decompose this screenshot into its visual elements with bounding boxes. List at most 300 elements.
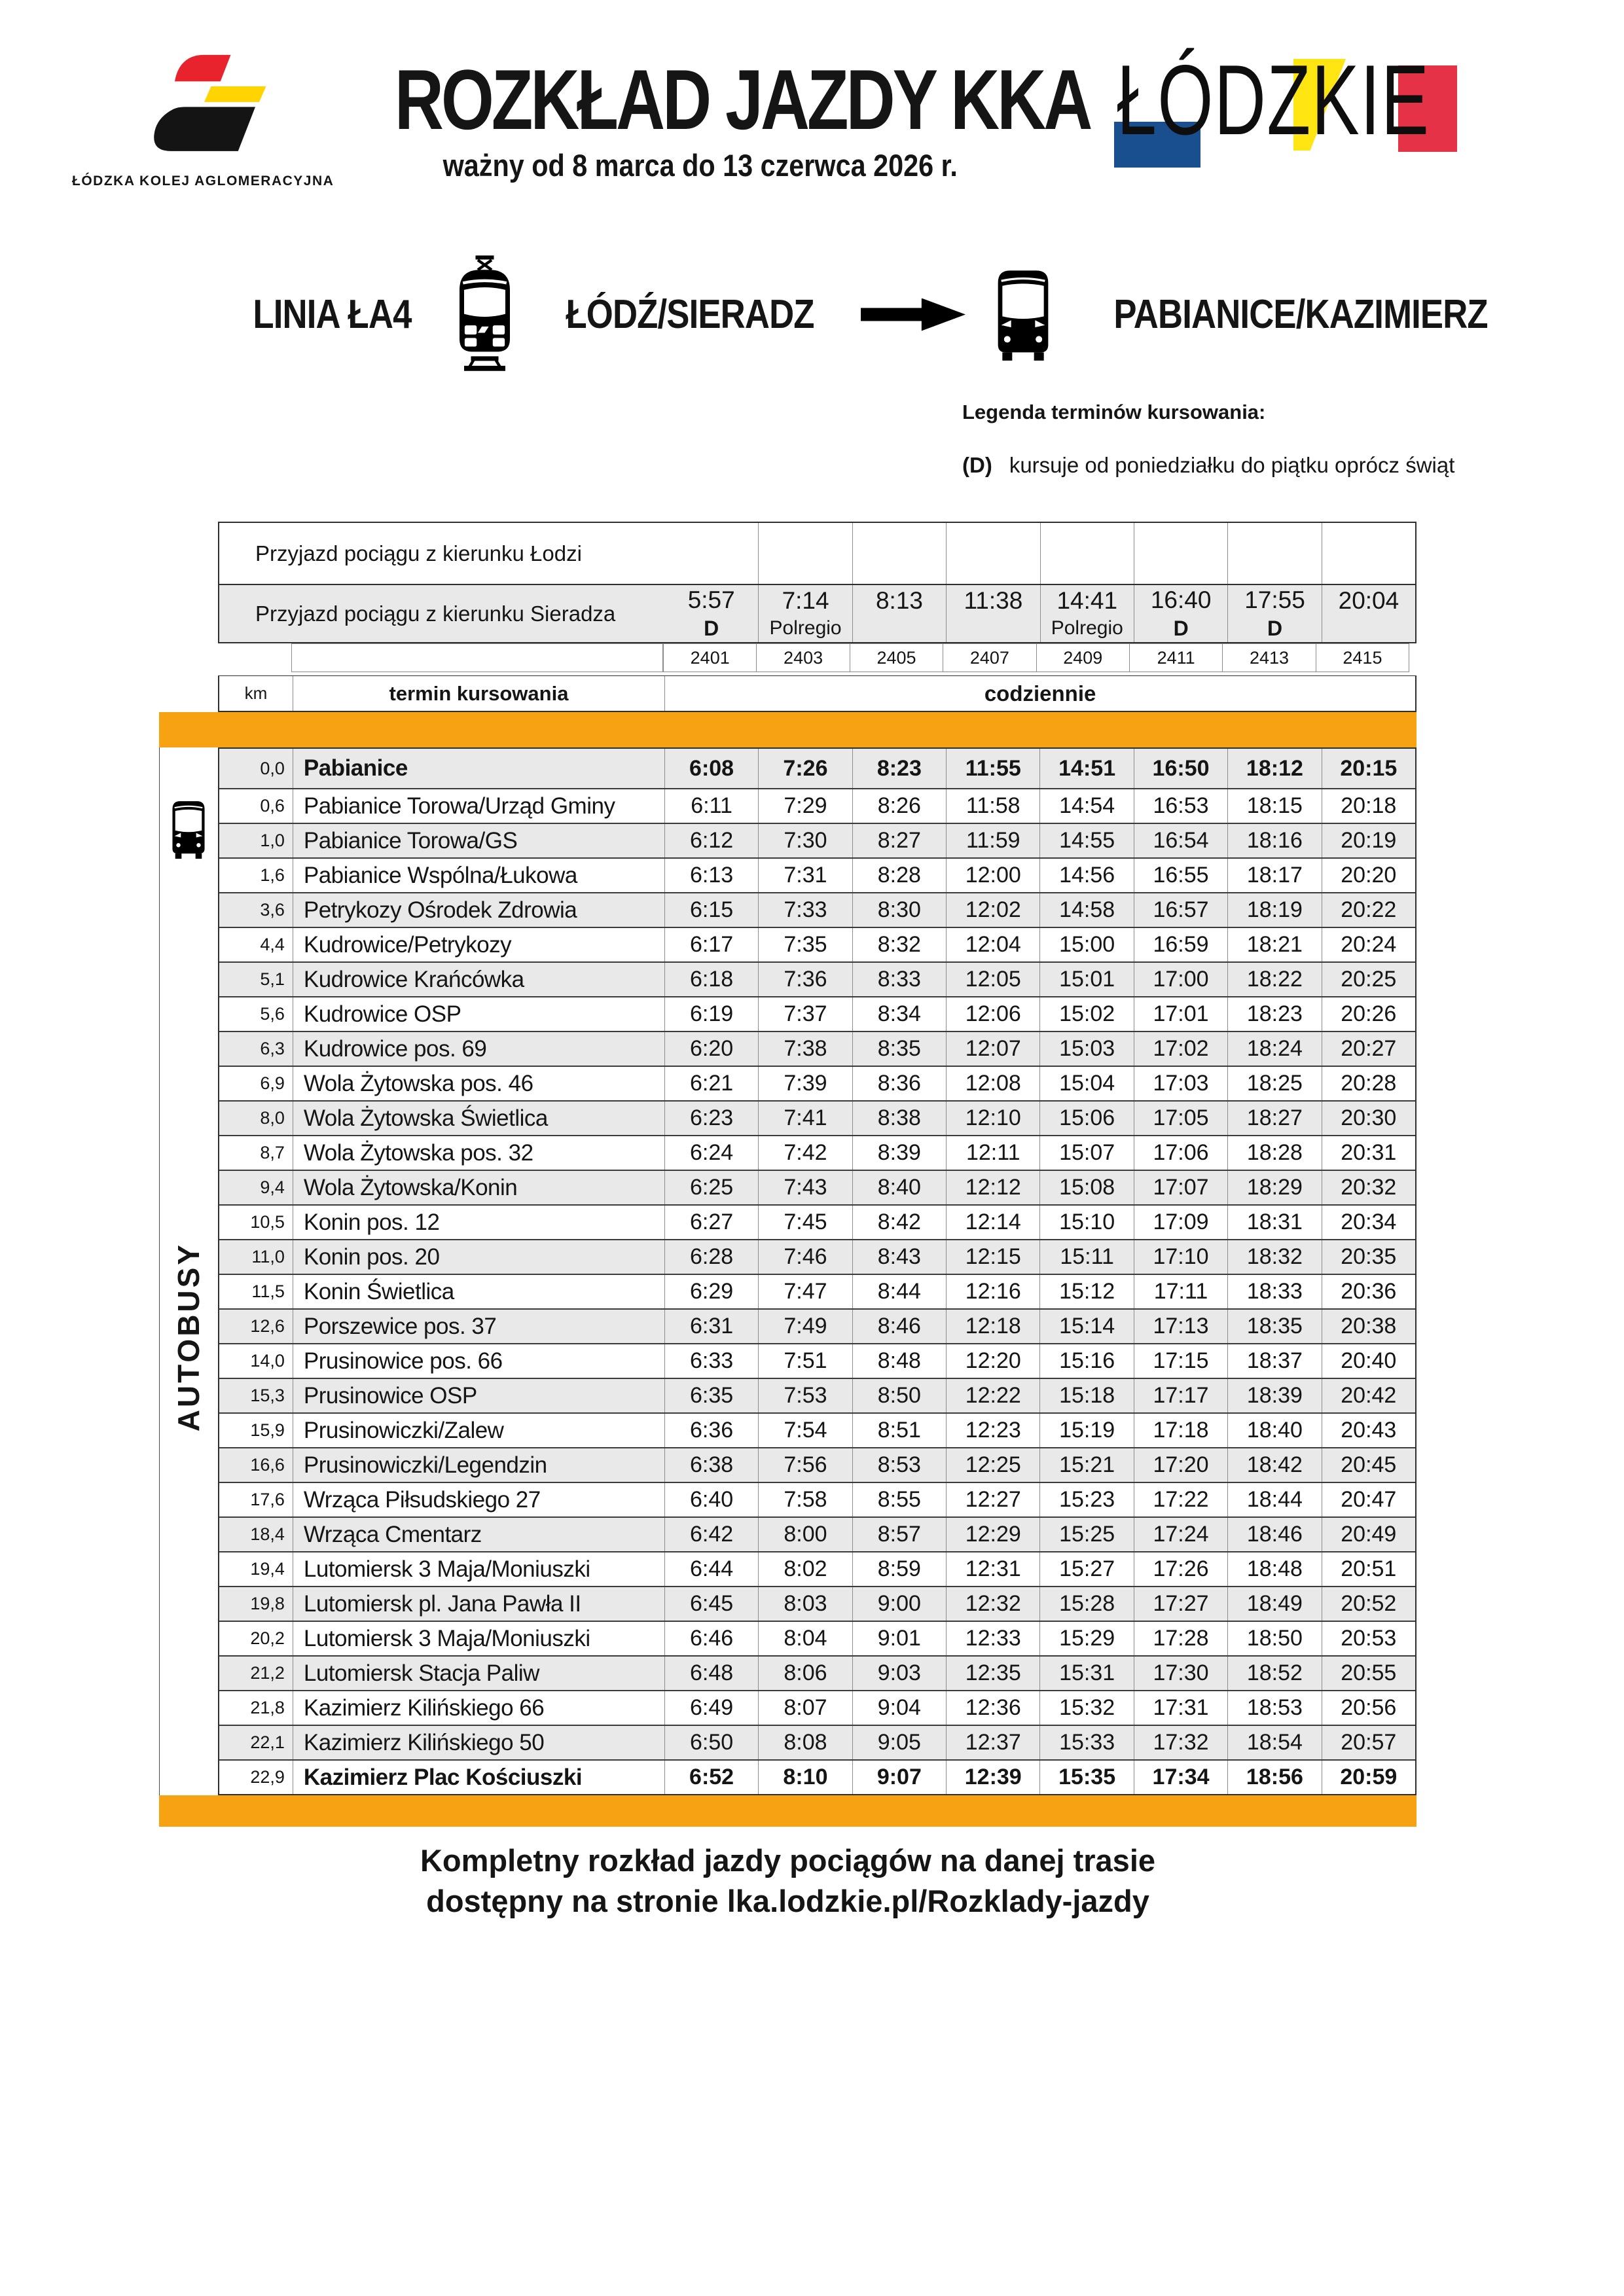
time-cell: 12:12 <box>946 1171 1039 1204</box>
time-cell: 17:00 <box>1134 963 1227 996</box>
time-cell: 15:02 <box>1039 997 1133 1031</box>
km-cell: 4,4 <box>260 935 285 954</box>
train-number-cells <box>663 643 1409 672</box>
arrivals-label-sieradz: Przyjazd pociągu z kierunku Sieradza <box>219 585 664 642</box>
time-cell: 8:38 <box>852 1102 946 1135</box>
time-cell: 20:34 <box>1322 1206 1415 1239</box>
time-cell: 6:20 <box>664 1032 758 1066</box>
stop-name: Kudrowice OSP <box>293 997 664 1031</box>
time-cell: 12:31 <box>946 1552 1039 1586</box>
stop-name: Kudrowice pos. 69 <box>293 1032 664 1066</box>
stop-name: Kazimierz Plac Kościuszki <box>293 1761 664 1794</box>
time-cell: 7:53 <box>758 1379 852 1412</box>
km-cell: 1,0 <box>260 831 285 850</box>
arrival-empty-cell <box>1227 523 1321 584</box>
time-cell: 17:09 <box>1134 1206 1227 1239</box>
train-number: 2405 <box>850 643 943 672</box>
time-cell: 18:52 <box>1227 1657 1321 1690</box>
time-cell: 20:51 <box>1322 1552 1415 1586</box>
time-cell: 18:46 <box>1227 1518 1321 1551</box>
arrival-time-cell <box>1227 585 1321 642</box>
lka-logo-icon <box>120 41 267 165</box>
time-cell: 6:36 <box>664 1414 758 1447</box>
time-cell: 8:26 <box>852 789 946 823</box>
time-cell: 8:51 <box>852 1414 946 1447</box>
stop-name: Wola Żytowska Świetlica <box>293 1102 664 1135</box>
stop-name: Prusinowice pos. 66 <box>293 1344 664 1378</box>
stop-name: Pabianice <box>293 749 664 788</box>
arrival-empty-cell <box>946 523 1039 584</box>
arrivals-time-cells <box>664 585 1415 642</box>
train-icon <box>450 254 519 375</box>
time-cell: 6:19 <box>664 997 758 1031</box>
time-cell: 6:17 <box>664 928 758 961</box>
section-label-autobusy: AUTOBUSY <box>171 1242 206 1432</box>
time-cell: 8:32 <box>852 928 946 961</box>
time-cell: 20:53 <box>1322 1622 1415 1655</box>
time-cell: 20:15 <box>1322 749 1415 788</box>
km-cell: 11,0 <box>251 1247 285 1266</box>
stop-name: Pabianice Torowa/Urząd Gminy <box>293 789 664 823</box>
km-cell: 17,6 <box>250 1490 285 1509</box>
arrival-time-cell <box>1040 585 1134 642</box>
train-number: 2415 <box>1316 643 1409 672</box>
arrivals-label-lodz: Przyjazd pociągu z kierunku Łodzi <box>255 541 582 565</box>
time-cell: 12:08 <box>946 1067 1039 1100</box>
time-cell: 18:23 <box>1227 997 1321 1031</box>
arrival-time-cell <box>946 585 1039 642</box>
time-cell: 15:35 <box>1039 1761 1133 1794</box>
lodzkie-logo <box>1113 31 1466 182</box>
time-cell: 12:18 <box>946 1310 1039 1343</box>
time-cell: 8:48 <box>852 1344 946 1378</box>
time-cell: 7:33 <box>758 893 852 927</box>
time-cell: 15:16 <box>1039 1344 1133 1378</box>
legend <box>962 401 1460 478</box>
timetable-row <box>219 1066 1415 1100</box>
time-cell: 15:29 <box>1039 1622 1133 1655</box>
time-cell: 6:48 <box>664 1657 758 1690</box>
time-cell: 20:57 <box>1322 1726 1415 1759</box>
time-cell: 20:47 <box>1322 1483 1415 1516</box>
time-cell: 12:33 <box>946 1622 1039 1655</box>
time-cell: 18:48 <box>1227 1552 1321 1586</box>
time-cell: 6:40 <box>664 1483 758 1516</box>
timetable-row <box>219 1551 1415 1586</box>
timetable-row <box>219 1482 1415 1516</box>
time-cell: 18:56 <box>1227 1761 1321 1794</box>
train-number: 2411 <box>1129 643 1223 672</box>
arrival-time: 7:14 <box>782 586 829 614</box>
footer-line1: Kompletny rozkład jazdy pociągów na danej trasie <box>420 1843 1156 1878</box>
train-number: 2401 <box>663 643 757 672</box>
time-cell: 15:23 <box>1039 1483 1133 1516</box>
time-cell: 8:42 <box>852 1206 946 1239</box>
time-cell: 20:52 <box>1322 1587 1415 1621</box>
stop-name: Pabianice Wspólna/Łukowa <box>293 859 664 892</box>
time-cell: 15:27 <box>1039 1552 1133 1586</box>
time-cell: 20:22 <box>1322 893 1415 927</box>
time-cell: 6:15 <box>664 893 758 927</box>
time-cell: 12:07 <box>946 1032 1039 1066</box>
time-cell: 12:05 <box>946 963 1039 996</box>
time-cell: 8:35 <box>852 1032 946 1066</box>
time-cell: 6:35 <box>664 1379 758 1412</box>
km-cell: 16,6 <box>250 1455 285 1475</box>
arrival-time: 11:38 <box>964 586 1023 614</box>
time-cell: 6:24 <box>664 1136 758 1170</box>
codziennie-header: codziennie <box>664 676 1415 711</box>
route-from: ŁÓDŹ/SIERADZ <box>566 292 814 337</box>
time-cell: 18:35 <box>1227 1310 1321 1343</box>
time-cell: 6:33 <box>664 1344 758 1378</box>
arrival-empty-cell <box>1134 523 1227 584</box>
time-cell: 18:27 <box>1227 1102 1321 1135</box>
schedule-header-row <box>218 675 1416 712</box>
timetable-row <box>219 961 1415 996</box>
km-cell: 15,3 <box>250 1386 285 1405</box>
time-cell: 17:11 <box>1134 1275 1227 1308</box>
time-cell: 6:13 <box>664 859 758 892</box>
time-cell: 18:39 <box>1227 1379 1321 1412</box>
km-cell: 19,8 <box>250 1594 285 1613</box>
time-cell: 8:43 <box>852 1240 946 1274</box>
stop-name: Lutomiersk 3 Maja/Moniuszki <box>293 1622 664 1655</box>
timetable-row <box>219 1586 1415 1621</box>
arrival-time-cell <box>758 585 852 642</box>
arrival-note: D <box>704 617 719 640</box>
time-cell: 20:24 <box>1322 928 1415 961</box>
time-cell: 12:37 <box>946 1726 1039 1759</box>
km-cell: 5,6 <box>260 1004 285 1024</box>
timetable-row <box>219 788 1415 823</box>
time-cell: 12:23 <box>946 1414 1039 1447</box>
stop-name: Kazimierz Kilińskiego 66 <box>293 1691 664 1725</box>
time-cell: 9:01 <box>852 1622 946 1655</box>
time-cell: 15:07 <box>1039 1136 1133 1170</box>
time-cell: 17:05 <box>1134 1102 1227 1135</box>
time-cell: 14:58 <box>1039 893 1133 927</box>
time-cell: 15:10 <box>1039 1206 1133 1239</box>
legend-symbol: (D) <box>962 453 992 477</box>
stop-name: Prusinowiczki/Legendzin <box>293 1448 664 1482</box>
time-cell: 20:59 <box>1322 1761 1415 1794</box>
arrival-empty-cell <box>1322 523 1415 584</box>
stop-name: Kazimierz Kilińskiego 50 <box>293 1726 664 1759</box>
time-cell: 8:07 <box>758 1691 852 1725</box>
timetable-row <box>219 1447 1415 1482</box>
footer-line2: dostępny na stronie lka.lodzkie.pl/Rozklady-jazdy <box>426 1884 1149 1918</box>
time-cell: 7:37 <box>758 997 852 1031</box>
train-numbers-spacer <box>291 643 663 672</box>
arrival-time-cell <box>1322 585 1415 642</box>
stop-name: Konin pos. 12 <box>293 1206 664 1239</box>
stop-name: Wola Żytowska/Konin <box>293 1171 664 1204</box>
km-cell: 12,6 <box>250 1316 285 1336</box>
timetable-row <box>219 1204 1415 1239</box>
time-cell: 8:10 <box>758 1761 852 1794</box>
time-cell: 17:15 <box>1134 1344 1227 1378</box>
time-cell: 11:55 <box>946 749 1039 788</box>
time-cell: 6:25 <box>664 1171 758 1204</box>
time-cell: 8:53 <box>852 1448 946 1482</box>
time-cell: 6:52 <box>664 1761 758 1794</box>
time-cell: 15:32 <box>1039 1691 1133 1725</box>
time-cell: 20:38 <box>1322 1310 1415 1343</box>
stop-name: Pabianice Torowa/GS <box>293 824 664 857</box>
time-cell: 18:53 <box>1227 1691 1321 1725</box>
km-cell: 15,9 <box>250 1420 285 1440</box>
time-cell: 7:30 <box>758 824 852 857</box>
time-cell: 20:35 <box>1322 1240 1415 1274</box>
timetable-row <box>219 892 1415 927</box>
stop-rows <box>218 747 1416 1795</box>
train-number: 2403 <box>756 643 850 672</box>
arrival-time: 8:13 <box>875 586 923 614</box>
time-cell: 16:55 <box>1134 859 1227 892</box>
timetable-row <box>219 1031 1415 1066</box>
time-cell: 7:42 <box>758 1136 852 1170</box>
bus-icon-small <box>168 783 209 878</box>
time-cell: 16:59 <box>1134 928 1227 961</box>
time-cell: 8:03 <box>758 1587 852 1621</box>
time-cell: 17:18 <box>1134 1414 1227 1447</box>
timetable-row <box>219 1655 1415 1690</box>
time-cell: 8:08 <box>758 1726 852 1759</box>
time-cell: 12:04 <box>946 928 1039 961</box>
time-cell: 17:01 <box>1134 997 1227 1031</box>
time-cell: 18:33 <box>1227 1275 1321 1308</box>
time-cell: 6:23 <box>664 1102 758 1135</box>
km-cell: 22,9 <box>250 1767 285 1787</box>
time-cell: 7:41 <box>758 1102 852 1135</box>
arrivals-row-lodz <box>218 522 1416 584</box>
km-cell: 0,6 <box>260 796 285 816</box>
time-cell: 15:11 <box>1039 1240 1133 1274</box>
time-cell: 7:43 <box>758 1171 852 1204</box>
time-cell: 14:55 <box>1039 824 1133 857</box>
time-cell: 7:29 <box>758 789 852 823</box>
time-cell: 12:39 <box>946 1761 1039 1794</box>
train-number: 2413 <box>1222 643 1316 672</box>
km-cell: 19,4 <box>250 1559 285 1579</box>
time-cell: 18:29 <box>1227 1171 1321 1204</box>
time-cell: 8:46 <box>852 1310 946 1343</box>
time-cell: 18:54 <box>1227 1726 1321 1759</box>
time-cell: 12:14 <box>946 1206 1039 1239</box>
time-cell: 7:35 <box>758 928 852 961</box>
time-cell: 20:26 <box>1322 997 1415 1031</box>
stop-name: Kudrowice Krańcówka <box>293 963 664 996</box>
arrival-empty-cell <box>1040 523 1134 584</box>
time-cell: 6:21 <box>664 1067 758 1100</box>
time-cell: 7:54 <box>758 1414 852 1447</box>
timetable-row <box>219 1274 1415 1308</box>
time-cell: 20:18 <box>1322 789 1415 823</box>
time-cell: 18:40 <box>1227 1414 1321 1447</box>
time-cell: 15:06 <box>1039 1102 1133 1135</box>
time-cell: 12:15 <box>946 1240 1039 1274</box>
time-cell: 20:45 <box>1322 1448 1415 1482</box>
legend-heading: Legenda terminów kursowania: <box>962 401 1266 423</box>
time-cell: 12:10 <box>946 1102 1039 1135</box>
stop-name: Kudrowice/Petrykozy <box>293 928 664 961</box>
time-cell: 15:12 <box>1039 1275 1133 1308</box>
page-title: ROZKŁAD JAZDY KKA <box>394 52 1091 147</box>
arrival-note: Polregio <box>1051 617 1123 639</box>
time-cell: 18:49 <box>1227 1587 1321 1621</box>
timetable-row <box>219 1725 1415 1759</box>
orange-band-bottom <box>159 1795 1416 1827</box>
time-cell: 8:28 <box>852 859 946 892</box>
timetable-row <box>219 1100 1415 1135</box>
time-cell: 18:32 <box>1227 1240 1321 1274</box>
time-cell: 16:57 <box>1134 893 1227 927</box>
km-cell: 6,3 <box>260 1039 285 1058</box>
route-to: PABIANICE/KAZIMIERZ <box>1113 292 1488 337</box>
train-numbers-row <box>291 643 1409 672</box>
time-cell: 12:02 <box>946 893 1039 927</box>
bus-icon <box>990 260 1056 368</box>
train-number: 2407 <box>943 643 1036 672</box>
time-cell: 20:56 <box>1322 1691 1415 1725</box>
time-cell: 20:28 <box>1322 1067 1415 1100</box>
km-cell: 14,0 <box>250 1351 285 1371</box>
arrival-time: 5:57 <box>687 586 735 613</box>
time-cell: 8:30 <box>852 893 946 927</box>
time-cell: 6:42 <box>664 1518 758 1551</box>
lka-logo <box>72 41 334 189</box>
lodzkie-wordmark: ŁÓDZKIE <box>1117 45 1430 156</box>
time-cell: 8:36 <box>852 1067 946 1100</box>
time-cell: 12:27 <box>946 1483 1039 1516</box>
km-cell: 5,1 <box>260 969 285 989</box>
timetable-row <box>219 1170 1415 1204</box>
time-cell: 6:38 <box>664 1448 758 1482</box>
time-cell: 12:20 <box>946 1344 1039 1378</box>
time-cell: 12:25 <box>946 1448 1039 1482</box>
time-cell: 9:04 <box>852 1691 946 1725</box>
arrival-time: 20:04 <box>1338 586 1399 614</box>
time-cell: 7:26 <box>758 749 852 788</box>
time-cell: 17:27 <box>1134 1587 1227 1621</box>
time-cell: 6:46 <box>664 1622 758 1655</box>
arrival-time-cell <box>664 585 758 642</box>
time-cell: 20:42 <box>1322 1379 1415 1412</box>
time-cell: 6:29 <box>664 1275 758 1308</box>
time-cell: 16:53 <box>1134 789 1227 823</box>
time-cell: 15:14 <box>1039 1310 1133 1343</box>
timetable-row <box>219 823 1415 857</box>
time-cell: 12:16 <box>946 1275 1039 1308</box>
time-cell: 18:25 <box>1227 1067 1321 1100</box>
timetable-row <box>219 1135 1415 1170</box>
stop-name: Prusinowiczki/Zalew <box>293 1414 664 1447</box>
time-cell: 20:25 <box>1322 963 1415 996</box>
time-cell: 8:34 <box>852 997 946 1031</box>
time-cell: 7:38 <box>758 1032 852 1066</box>
stop-name: Lutomiersk pl. Jana Pawła II <box>293 1587 664 1621</box>
km-cell: 21,8 <box>250 1698 285 1717</box>
time-cell: 8:50 <box>852 1379 946 1412</box>
time-cell: 15:00 <box>1039 928 1133 961</box>
time-cell: 17:07 <box>1134 1171 1227 1204</box>
time-cell: 7:45 <box>758 1206 852 1239</box>
time-cell: 18:37 <box>1227 1344 1321 1378</box>
time-cell: 9:05 <box>852 1726 946 1759</box>
arrival-empty-cell <box>758 523 852 584</box>
time-cell: 6:28 <box>664 1240 758 1274</box>
timetable-row <box>219 749 1415 788</box>
time-cell: 12:36 <box>946 1691 1039 1725</box>
time-cell: 17:03 <box>1134 1067 1227 1100</box>
time-cell: 18:15 <box>1227 789 1321 823</box>
timetable-sheet <box>159 522 1416 1827</box>
time-cell: 8:40 <box>852 1171 946 1204</box>
time-cell: 7:51 <box>758 1344 852 1378</box>
time-cell: 7:49 <box>758 1310 852 1343</box>
time-cell: 6:08 <box>664 749 758 788</box>
time-cell: 20:40 <box>1322 1344 1415 1378</box>
time-cell: 17:24 <box>1134 1518 1227 1551</box>
time-cell: 12:29 <box>946 1518 1039 1551</box>
time-cell: 8:27 <box>852 824 946 857</box>
time-cell: 8:59 <box>852 1552 946 1586</box>
km-cell: 20,2 <box>250 1628 285 1648</box>
legend-item <box>962 453 1460 478</box>
time-cell: 12:32 <box>946 1587 1039 1621</box>
time-cell: 15:01 <box>1039 963 1133 996</box>
timetable-row <box>219 1378 1415 1412</box>
time-cell: 12:11 <box>946 1136 1039 1170</box>
stop-name: Wrząca Piłsudskiego 27 <box>293 1483 664 1516</box>
km-cell: 10,5 <box>250 1212 285 1232</box>
termin-header: termin kursowania <box>293 676 664 711</box>
time-cell: 9:03 <box>852 1657 946 1690</box>
time-cell: 7:39 <box>758 1067 852 1100</box>
time-cell: 7:36 <box>758 963 852 996</box>
timetable-row <box>219 1759 1415 1794</box>
time-cell: 9:00 <box>852 1587 946 1621</box>
time-cell: 18:21 <box>1227 928 1321 961</box>
km-cell: 11,5 <box>251 1282 285 1301</box>
train-number: 2409 <box>1036 643 1130 672</box>
time-cell: 8:33 <box>852 963 946 996</box>
time-cell: 17:10 <box>1134 1240 1227 1274</box>
arrival-time: 16:40 <box>1150 586 1212 613</box>
orange-band-top <box>159 712 1416 747</box>
stop-name: Wola Żytowska pos. 46 <box>293 1067 664 1100</box>
time-cell: 14:56 <box>1039 859 1133 892</box>
arrivals-row-sieradz <box>218 584 1416 643</box>
arrival-note: D <box>1173 617 1189 640</box>
time-cell: 6:44 <box>664 1552 758 1586</box>
time-cell: 15:03 <box>1039 1032 1133 1066</box>
arrival-time-cell <box>1134 585 1227 642</box>
time-cell: 12:00 <box>946 859 1039 892</box>
time-cell: 17:32 <box>1134 1726 1227 1759</box>
timetable-row <box>219 1412 1415 1447</box>
time-cell: 17:17 <box>1134 1379 1227 1412</box>
km-cell: 0,0 <box>260 758 285 778</box>
timetable-row <box>219 1690 1415 1725</box>
time-cell: 7:46 <box>758 1240 852 1274</box>
arrival-time-cell <box>852 585 946 642</box>
time-cell: 8:06 <box>758 1657 852 1690</box>
time-cell: 8:23 <box>852 749 946 788</box>
lka-caption: ŁÓDZKA KOLEJ AGLOMERACYJNA <box>72 173 334 188</box>
time-cell: 15:28 <box>1039 1587 1133 1621</box>
